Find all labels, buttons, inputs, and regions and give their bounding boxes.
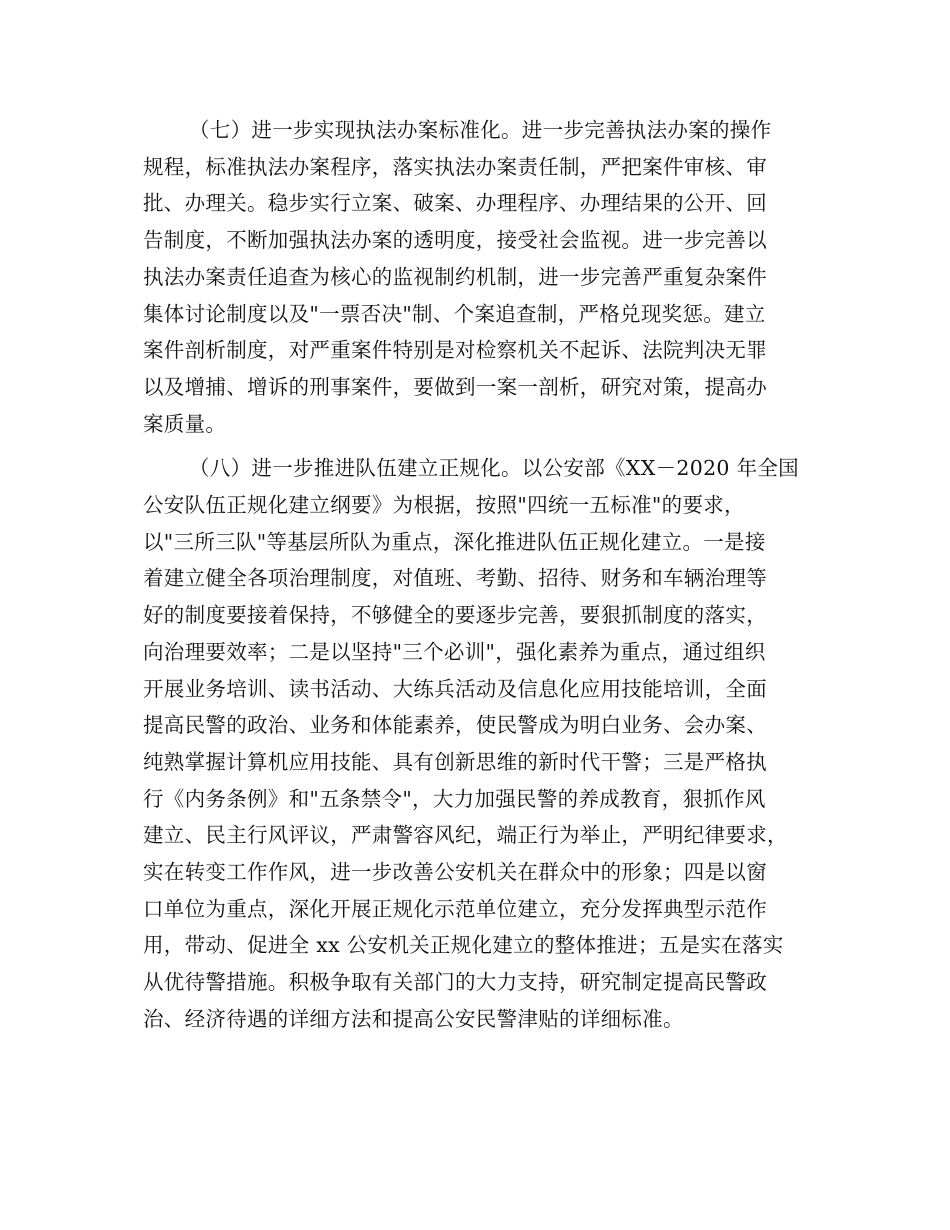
text-line: 案件剖析制度，对严重案件特别是对检察机关不起诉、法院判决无罪 — [143, 338, 767, 363]
text-line: 案质量。 — [143, 411, 227, 436]
text-line: 以"三所三队"等基层所队为重点，深化推进队伍正规化建立。一是接 — [143, 529, 766, 554]
text-line: 建立、民主行风评议，严肃警容风纪，端正行为举止，严明纪律要求， — [143, 823, 788, 848]
paragraph-8 — [143, 450, 823, 1037]
paragraph-7 — [143, 112, 823, 442]
text-line: （八）进一步推进队伍建立正规化。以公安部《XX－2020 年全国 — [189, 456, 799, 481]
text-line: 口单位为重点，深化开展正规化示范单位建立，充分发挥典型示范作 — [143, 896, 767, 921]
text-line: 好的制度要接着保持，不够健全的要逐步完善，要狠抓制度的落实， — [143, 603, 767, 628]
text-line: 行《内务条例》和"五条禁令"，大力加强民警的养成教育，狠抓作风 — [143, 786, 766, 811]
document-body — [143, 112, 823, 1046]
text-line: 向治理要效率；二是以坚持"三个必训"，强化素养为重点，通过组织 — [143, 639, 766, 664]
text-line: 实在转变工作作风，进一步改善公安机关在群众中的形象；四是以窗 — [143, 860, 767, 885]
text-line: 规程，标准执法办案程序，落实执法办案责任制，严把案件审核、审 — [143, 154, 767, 179]
text-line: 执法办案责任追查为核心的监视制约机制，进一步完善严重复杂案件 — [143, 264, 767, 289]
text-line: 开展业务培训、读书活动、大练兵活动及信息化应用技能培训，全面 — [143, 676, 767, 701]
text-line: 以及增捕、增诉的刑事案件，要做到一案一剖析，研究对策，提高办 — [143, 374, 767, 399]
text-line: （七）进一步实现执法办案标准化。进一步完善执法办案的操作 — [189, 118, 772, 142]
text-line: 纯熟掌握计算机应用技能、具有创新思维的新时代干警；三是严格执 — [143, 749, 767, 774]
text-line: 集体讨论制度以及"一票否决"制、个案追查制，严格兑现奖惩。建立 — [143, 301, 766, 326]
text-line: 治、经济待遇的详细方法和提高公安民警津贴的详细标准。 — [143, 1006, 684, 1031]
text-line: 从优待警措施。积极争取有关部门的大力支持，研究制定提高民警政 — [143, 970, 767, 995]
text-line: 批、办理关。稳步实行立案、破案、办理程序、办理结果的公开、回 — [143, 191, 767, 216]
text-line: 用，带动、促进全 xx 公安机关正规化建立的整体推进；五是实在落实 — [143, 933, 784, 958]
text-line: 着建立健全各项治理制度，对值班、考勤、招待、财务和车辆治理等 — [143, 566, 767, 591]
text-line: 公安队伍正规化建立纲要》为根据，按照"四统一五标准"的要求， — [143, 493, 745, 518]
text-line: 告制度，不断加强执法办案的透明度，接受社会监视。进一步完善以 — [143, 228, 767, 253]
text-line: 提高民警的政治、业务和体能素养，使民警成为明白业务、会办案、 — [143, 713, 767, 738]
